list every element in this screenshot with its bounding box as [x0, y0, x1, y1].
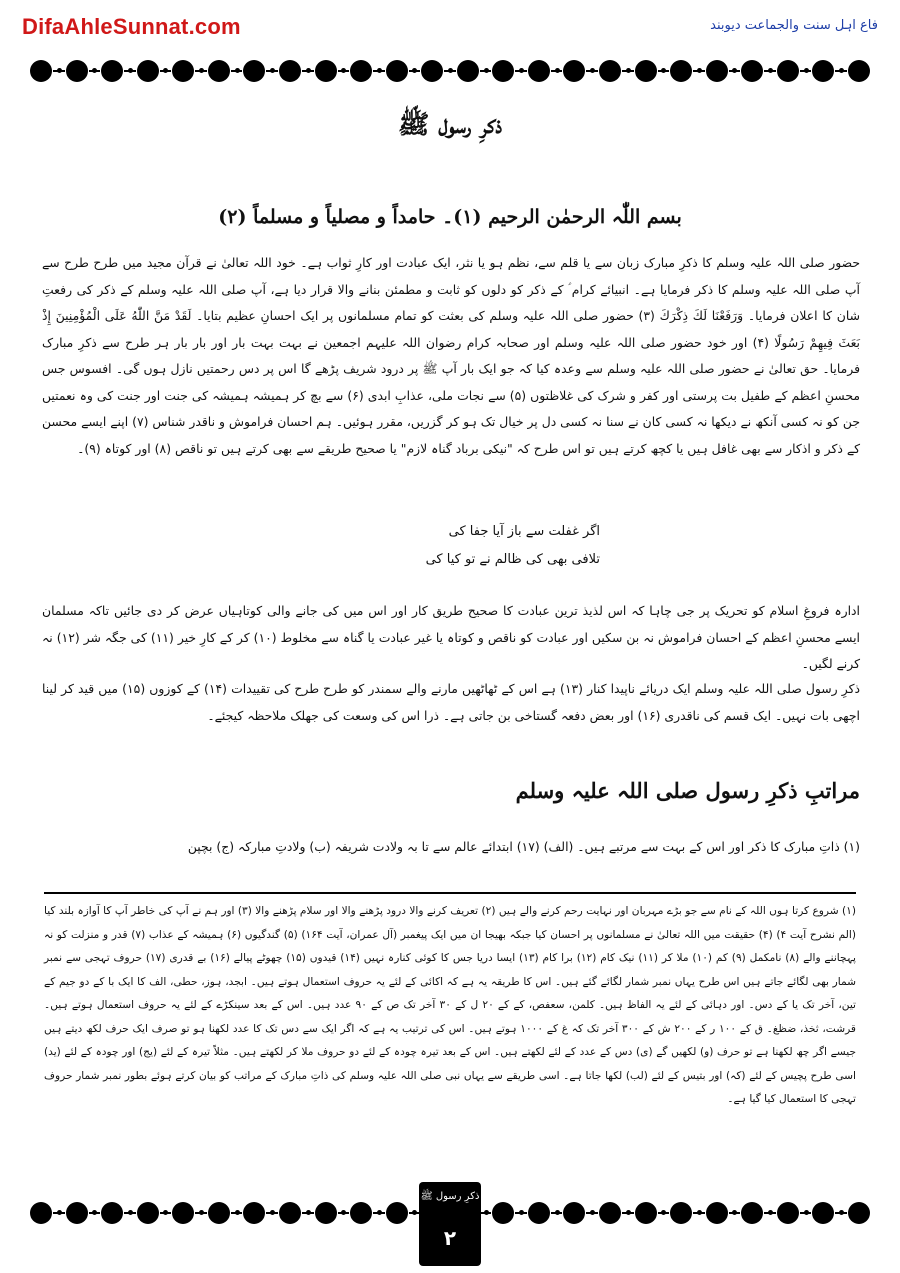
bead-link: [338, 1212, 350, 1214]
bead-link: [124, 70, 136, 72]
bismillah-line: بسم اللّٰہ الرحمٰن الرحیم (۱)۔ حامداً و مصلیاً و مسلماً (۲): [218, 206, 682, 228]
bead-ornament: [706, 60, 728, 82]
paragraph-purpose: ادارہ فروغِ اسلام کو تحریک پر جی چاہا کہ اس لذیذ ترین عبادت کا صحیح طریق کار اور اس میں کی جانے والی کوتاہیاں عرض کر دی جائیں تاکہ مسلمان ایسے محسنِ اعظم کے احسان فراموش نہ بن سکیں اور عبادت کو ناقص و کوتاہ یا غیر عبادت یا گناہ سے مخلوط (۱۰) کر کے کارِ خیر (۱۱) کی جگہ شر (۱۲) نہ کرنے لگیں۔: [42, 603, 860, 671]
bead-ornament: [599, 60, 621, 82]
bead-ornament: [101, 1202, 123, 1224]
bead-link: [160, 1212, 172, 1214]
bead-link: [266, 1212, 278, 1214]
bead-ornament: [386, 1202, 408, 1224]
bead-link: [89, 70, 101, 72]
bead-link: [622, 70, 634, 72]
bead-link: [231, 1212, 243, 1214]
bead-ornament: [386, 60, 408, 82]
bead-link: [764, 70, 776, 72]
bead-ornament: [670, 1202, 692, 1224]
bead-link: [658, 1212, 670, 1214]
org-name: فاع اہل سنت والجماعت دیوبند: [710, 18, 878, 33]
bead-ornament: [66, 1202, 88, 1224]
bead-ornament: [172, 1202, 194, 1224]
bead-link: [302, 1212, 314, 1214]
bead-link: [373, 70, 385, 72]
bead-ornament: [812, 1202, 834, 1224]
bead-link: [89, 1212, 101, 1214]
bead-ornament: [30, 1202, 52, 1224]
bead-ornament: [848, 1202, 870, 1224]
bead-ornament: [635, 60, 657, 82]
bead-ornament: [66, 60, 88, 82]
bead-link: [409, 70, 421, 72]
verse-line-2: تلافی بھی کی ظالم نے تو کیا کی: [425, 552, 600, 567]
bead-link: [693, 70, 705, 72]
bead-ornament: [528, 60, 550, 82]
bead-ornament: [599, 1202, 621, 1224]
bead-link: [53, 70, 65, 72]
bead-ornament: [172, 60, 194, 82]
bead-link: [195, 70, 207, 72]
bead-ornament: [670, 60, 692, 82]
bead-ornament: [315, 60, 337, 82]
bead-link: [586, 1212, 598, 1214]
bead-link: [444, 70, 456, 72]
bead-ornament: [812, 60, 834, 82]
bead-link: [729, 70, 741, 72]
bead-ornament: [741, 60, 763, 82]
footnote-divider: [44, 892, 856, 894]
page-number-tab: [419, 1182, 481, 1266]
verse-line-1: اگر غفلت سے باز آیا جفا کی: [448, 524, 600, 539]
bead-ornament: [421, 60, 443, 82]
bead-link: [800, 1212, 812, 1214]
section-heading: مراتبِ ذکرِ رسول صلی اللہ علیہ وسلم: [515, 778, 860, 803]
bead-ornament: [563, 1202, 585, 1224]
footnotes: (۱) شروع کرتا ہوں اللہ کے نام سے جو بڑے مہربان اور نہایت رحم کرنے والے ہیں (۲) تعریف کرنے والا درود پڑھنے والا اور سلام پڑھنے والا (۳) اور ہم نے آپ کی خاطر آپ کا آوازہ بلند کیا (الم نشرح آیت ۴) (۴) حقیقت میں اللہ تعالیٰ نے مسلمانوں پر احسان کیا جبکہ بھیجا ان میں ایک پیغمبر (آل عمران، آیت ۱۶۴) (۵) گندگیوں (۶) ہمیشہ کے عذاب (۷) قدر و منزلت کو نہ پہچاننے والے (۸) نامکمل (۹) کم (۱۰) ملا کر (۱۱) نیک کام (۱۲) برا کام (۱۳) ایسا دریا جس کا کوئی کنارہ نہیں (۱۴) قیدوں (۱۵) چھوٹے پیالے (۱۶) بے قدری (۱۷) حروف تہجی سے نمبر شمار بھی لگائے جاتے ہیں اس طرح یہاں نمبر شمار لگائے گئے ہیں۔ اس کا طریقہ یہ ہے کہ اکائی کے لئے یہ حروف استعمال ہوتے ہیں۔ ابجد، ہوز، حطی، الف کا ایک با کے دو جیم کے تین، آخر تک یا کے دس۔ اور دہائی کے لئے یہ الفاظ ہیں۔ کلمن، سعفص، کے کے ۲۰ ل کے ۳۰ آخر تک ص کے ۹۰ عدد ہیں۔ اس کے بعد سینکڑے کے لئے یہ حروف استعمال ہوتے ہیں۔ قرشت، ثخذ، ضظغ۔ ق کے ۱۰۰ ر کے ۲۰۰ ش کے ۳۰۰ آخر تک کہ غ کے ۱۰۰۰ ہوتے ہیں۔ اس کی ترتیب یہ ہے کہ اگر ایک سے دس تک کا عدد لکھنا ہو تو صرف ایک حرف لکھ دیتے ہیں جیسے اگر چھ لکھنا ہے تو حرف (و) لکھیں گے (ی) دس کے عدد کے لئے لکھتے ہیں۔ اس کے بعد تیرہ چودہ کے لئے دو حروف ملا کر لکھتے ہیں۔ مثلاً تیرہ کے لئے (یج) اور چودہ کے لئے (ید) اسی طرح پچیس کے لئے (کہ) اور بتیس کے لئے (لب) لکھا جاتا ہے۔ اسی طریقے سے یہاں نبی صلی اللہ علیہ وسلم کی ذاتِ مبارک کے مراتب کو بیان کرتے ہوئے بطور نمبر شمار حروف تہجی کا استعمال کیا گیا ہے۔: [44, 905, 856, 1105]
bead-link: [124, 1212, 136, 1214]
bead-ornament: [706, 1202, 728, 1224]
top-bead-border: [30, 58, 870, 84]
bead-ornament: [208, 60, 230, 82]
bead-ornament: [848, 60, 870, 82]
bead-ornament: [563, 60, 585, 82]
bead-ornament: [457, 60, 479, 82]
bead-ornament: [492, 60, 514, 82]
page-title: ذکرِ رسول ﷺ: [397, 110, 503, 140]
bead-link: [160, 70, 172, 72]
bead-ornament: [777, 60, 799, 82]
bead-link: [835, 70, 847, 72]
bead-link: [480, 1212, 492, 1214]
bead-ornament: [137, 1202, 159, 1224]
bead-ornament: [137, 60, 159, 82]
bead-ornament: [777, 1202, 799, 1224]
bead-ornament: [101, 60, 123, 82]
bead-ornament: [350, 60, 372, 82]
bead-link: [551, 70, 563, 72]
bead-link: [515, 1212, 527, 1214]
paragraph-intro: حضور صلی اللہ علیہ وسلم کا ذکرِ مبارک زبان سے یا قلم سے، نظم ہو یا نثر، ایک عبادت اور کارِ ثواب ہے۔ خود اللہ تعالیٰ نے قرآن مجید میں طرح طرح سے آپ صلی اللہ علیہ وسلم کا ذکر فرمایا ہے۔ انبیائے کرام ؑ کے ذکر کو دلوں کو ثابت و مطمئن بنانے والا قرار دیا ہے، آپ صلی اللہ علیہ وسلم کے ذکر کی رفعتِ شان کا اعلان فرمایا۔ وَرَفَعْنَا لَكَ ذِكْرَكَ (۳) حضور صلی اللہ علیہ وسلم کی بعثت کو تمام مسلمانوں پر ایک احسانِ عظیم بتایا۔ لَقَدْ مَنَّ اللّٰهُ عَلَى الْمُؤْمِنِينَ إِذْ بَعَثَ فِيهِمْ رَسُولًا (۴) اور خود حضور صلی اللہ علیہ وسلم اور صحابہ کرام رضوان اللہ علیہم اجمعین نے بہت بہت بار اور بار بار ہر طرح سے ذکرِ مبارک فرمایا۔ حق تعالیٰ نے حضور صلی اللہ علیہ وسلم سے وعدہ کیا کہ جو ایک بار آپ ﷺ پر درود شریف پڑھے گا اس پر دس رحمتیں نازل ہوں گی۔ افسوس جس محسنِ اعظم کے طفیل بت پرستی اور کفر و شرک کی غلاظتوں (۵) سے نجات ملی، عذابِ ابدی (۶) سے بچ کر ہمیشہ ہمیشہ کی جنت اور جنت کی وہ نعمتیں جن کو نہ کسی آنکھ نے دیکھا نہ کسی کان نے سنا نہ کسی دل پر خیال تک ہو کر گزریں، مقرر ہوئیں۔ ہم احسان فراموش و ناقدر شناس (۷) اپنے ایسے محسن کے ذکر و اذکار سے بھی غافل ہیں یا کچھ کرتے ہیں تو اس طرح کہ "نیکی برباد گناہ لازم" یا صحیح طریقے سے بھی کرتے ہیں تو ناقص (۸) اور کوتاہ (۹)۔: [42, 255, 860, 456]
bead-link: [800, 70, 812, 72]
paragraph-ranks: (۱) ذاتِ مبارک کا ذکر اور اس کے بہت سے مرتبے ہیں۔ (الف) (۱۷) ابتدائے عالم سے تا بہ ولادت شریفہ (ب) ولادتِ مبارکہ (ج) بچپن: [187, 839, 860, 854]
bead-link: [764, 1212, 776, 1214]
bead-link: [302, 70, 314, 72]
bead-ornament: [279, 1202, 301, 1224]
bead-link: [338, 70, 350, 72]
bead-link: [373, 1212, 385, 1214]
bead-ornament: [208, 1202, 230, 1224]
bead-ornament: [741, 1202, 763, 1224]
bead-ornament: [528, 1202, 550, 1224]
bead-ornament: [315, 1202, 337, 1224]
bead-ornament: [243, 1202, 265, 1224]
bead-link: [693, 1212, 705, 1214]
bead-link: [658, 70, 670, 72]
footer-title: ذکرِ رسول ﷺ: [420, 1191, 480, 1202]
bead-link: [480, 70, 492, 72]
page-number: ۲: [443, 1226, 457, 1250]
bead-link: [622, 1212, 634, 1214]
bead-link: [266, 70, 278, 72]
bead-link: [729, 1212, 741, 1214]
bead-ornament: [635, 1202, 657, 1224]
bead-link: [231, 70, 243, 72]
bead-ornament: [492, 1202, 514, 1224]
bead-ornament: [279, 60, 301, 82]
bead-ornament: [30, 60, 52, 82]
bead-link: [195, 1212, 207, 1214]
bead-link: [586, 70, 598, 72]
site-name: DifaAhleSunnat.com: [22, 14, 241, 39]
bead-link: [515, 70, 527, 72]
bead-link: [53, 1212, 65, 1214]
bead-ornament: [243, 60, 265, 82]
bead-link: [551, 1212, 563, 1214]
paragraph-vastness: ذکرِ رسول صلی اللہ علیہ وسلم ایک دریائے ناپیدا کنار (۱۳) ہے اس کے ٹھاٹھیں مارنے والے سمندر کو طرح طرح کی تقییدات (۱۴) کے کوزوں (۱۵) میں قید کر لینا اچھی بات نہیں۔ ایک قسم کی ناقدری (۱۶) اور بعض دفعہ گستاخی بن جاتی ہے۔ ذرا اس کی وسعت کی جھلک ملاحظہ کیجئے۔: [42, 681, 861, 723]
bead-ornament: [350, 1202, 372, 1224]
bead-link: [835, 1212, 847, 1214]
